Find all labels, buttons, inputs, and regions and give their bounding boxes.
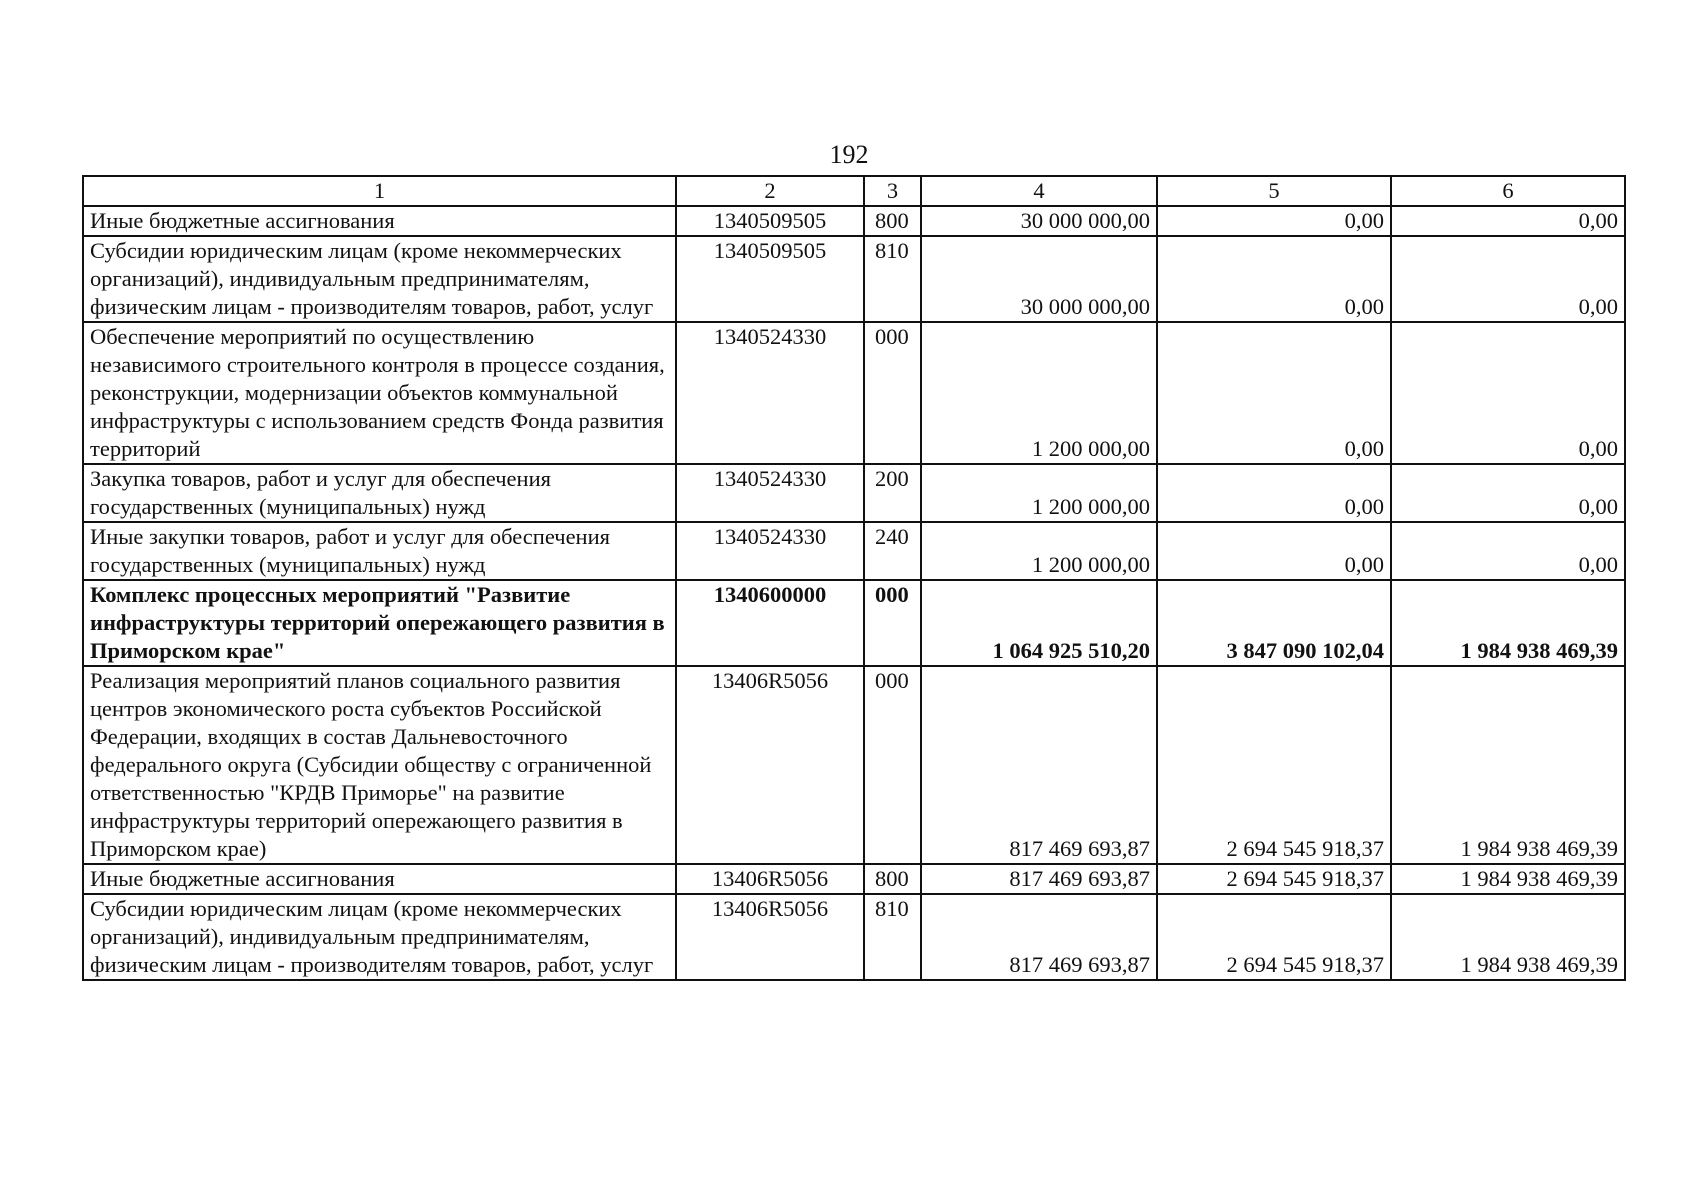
row-target-code: 1340524330 bbox=[676, 322, 864, 464]
row-amount-col6: 0,00 bbox=[1391, 206, 1625, 236]
page-number: 192 bbox=[829, 140, 869, 169]
table-header-row bbox=[83, 176, 1625, 206]
row-amount-col4: 30 000 000,00 bbox=[921, 236, 1157, 322]
row-expense-type: 000 bbox=[864, 322, 921, 464]
row-expense-type: 810 bbox=[864, 894, 921, 980]
table-row bbox=[83, 666, 1625, 864]
row-target-code: 1340600000 bbox=[676, 580, 864, 666]
row-amount-col5: 0,00 bbox=[1157, 522, 1391, 580]
row-name: Субсидии юридическим лицам (кроме некоммерческих организаций), индивидуальным предпринимателям, физическим лицам - производителям товаров, работ, услуг bbox=[83, 894, 676, 980]
row-amount-col4: 817 469 693,87 bbox=[921, 894, 1157, 980]
table-row bbox=[83, 464, 1625, 522]
row-target-code: 1340524330 bbox=[676, 464, 864, 522]
row-expense-type: 800 bbox=[864, 864, 921, 894]
row-target-code: 1340509505 bbox=[676, 236, 864, 322]
table-row-section-total bbox=[83, 580, 1625, 666]
row-target-code: 13406R5056 bbox=[676, 666, 864, 864]
row-amount-col5: 0,00 bbox=[1157, 236, 1391, 322]
row-amount-col6: 0,00 bbox=[1391, 322, 1625, 464]
row-amount-col4: 817 469 693,87 bbox=[921, 864, 1157, 894]
row-amount-col5: 2 694 545 918,37 bbox=[1157, 864, 1391, 894]
row-target-code: 1340509505 bbox=[676, 206, 864, 236]
row-amount-col5: 0,00 bbox=[1157, 464, 1391, 522]
row-name: Субсидии юридическим лицам (кроме некоммерческих организаций), индивидуальным предпринимателям, физическим лицам - производителям товаров, работ, услуг bbox=[83, 236, 676, 322]
row-amount-col5: 0,00 bbox=[1157, 206, 1391, 236]
row-amount-col6: 1 984 938 469,39 bbox=[1391, 894, 1625, 980]
column-header: 3 bbox=[864, 176, 921, 206]
row-amount-col4: 30 000 000,00 bbox=[921, 206, 1157, 236]
row-name: Обеспечение мероприятий по осуществлению независимого строительного контроля в процессе создания, реконструкции, модернизации объектов коммунальной инфраструктуры с использованием средств Фонда развития территорий bbox=[83, 322, 676, 464]
row-amount-col5: 2 694 545 918,37 bbox=[1157, 666, 1391, 864]
row-target-code: 13406R5056 bbox=[676, 894, 864, 980]
row-amount-col4: 1 064 925 510,20 bbox=[921, 580, 1157, 666]
row-name: Реализация мероприятий планов социального развития центров экономического роста субъектов Российской Федерации, входящих в состав Дальневосточного федерального округа (Субсидии обществу с ограниченной ответственностью "КРДВ Приморье" на развитие инфраструктуры территорий опережающего развития в Приморском крае) bbox=[83, 666, 676, 864]
row-amount-col4: 1 200 000,00 bbox=[921, 322, 1157, 464]
row-name: Закупка товаров, работ и услуг для обеспечения государственных (муниципальных) нужд bbox=[83, 464, 676, 522]
column-header: 4 bbox=[921, 176, 1157, 206]
row-amount-col6: 0,00 bbox=[1391, 522, 1625, 580]
table-row bbox=[83, 206, 1625, 236]
column-header: 1 bbox=[83, 176, 676, 206]
budget-table bbox=[82, 175, 1626, 981]
row-name: Иные бюджетные ассигнования bbox=[83, 864, 676, 894]
row-expense-type: 000 bbox=[864, 666, 921, 864]
row-name: Комплекс процессных мероприятий "Развитие инфраструктуры территорий опережающего развития в Приморском крае" bbox=[83, 580, 676, 666]
row-amount-col5: 2 694 545 918,37 bbox=[1157, 894, 1391, 980]
table-row bbox=[83, 322, 1625, 464]
row-expense-type: 800 bbox=[864, 206, 921, 236]
row-name: Иные закупки товаров, работ и услуг для обеспечения государственных (муниципальных) нужд bbox=[83, 522, 676, 580]
row-amount-col4: 1 200 000,00 bbox=[921, 464, 1157, 522]
row-target-code: 13406R5056 bbox=[676, 864, 864, 894]
column-header: 5 bbox=[1157, 176, 1391, 206]
table-row bbox=[83, 894, 1625, 980]
row-amount-col6: 0,00 bbox=[1391, 464, 1625, 522]
row-amount-col6: 1 984 938 469,39 bbox=[1391, 864, 1625, 894]
table-row bbox=[83, 522, 1625, 580]
table-row bbox=[83, 236, 1625, 322]
row-expense-type: 240 bbox=[864, 522, 921, 580]
row-amount-col5: 3 847 090 102,04 bbox=[1157, 580, 1391, 666]
row-expense-type: 810 bbox=[864, 236, 921, 322]
column-header: 2 bbox=[676, 176, 864, 206]
row-target-code: 1340524330 bbox=[676, 522, 864, 580]
row-expense-type: 200 bbox=[864, 464, 921, 522]
row-expense-type: 000 bbox=[864, 580, 921, 666]
row-name: Иные бюджетные ассигнования bbox=[83, 206, 676, 236]
row-amount-col6: 1 984 938 469,39 bbox=[1391, 580, 1625, 666]
row-amount-col4: 817 469 693,87 bbox=[921, 666, 1157, 864]
row-amount-col4: 1 200 000,00 bbox=[921, 522, 1157, 580]
row-amount-col6: 1 984 938 469,39 bbox=[1391, 666, 1625, 864]
table-row bbox=[83, 864, 1625, 894]
row-amount-col5: 0,00 bbox=[1157, 322, 1391, 464]
row-amount-col6: 0,00 bbox=[1391, 236, 1625, 322]
column-header: 6 bbox=[1391, 176, 1625, 206]
